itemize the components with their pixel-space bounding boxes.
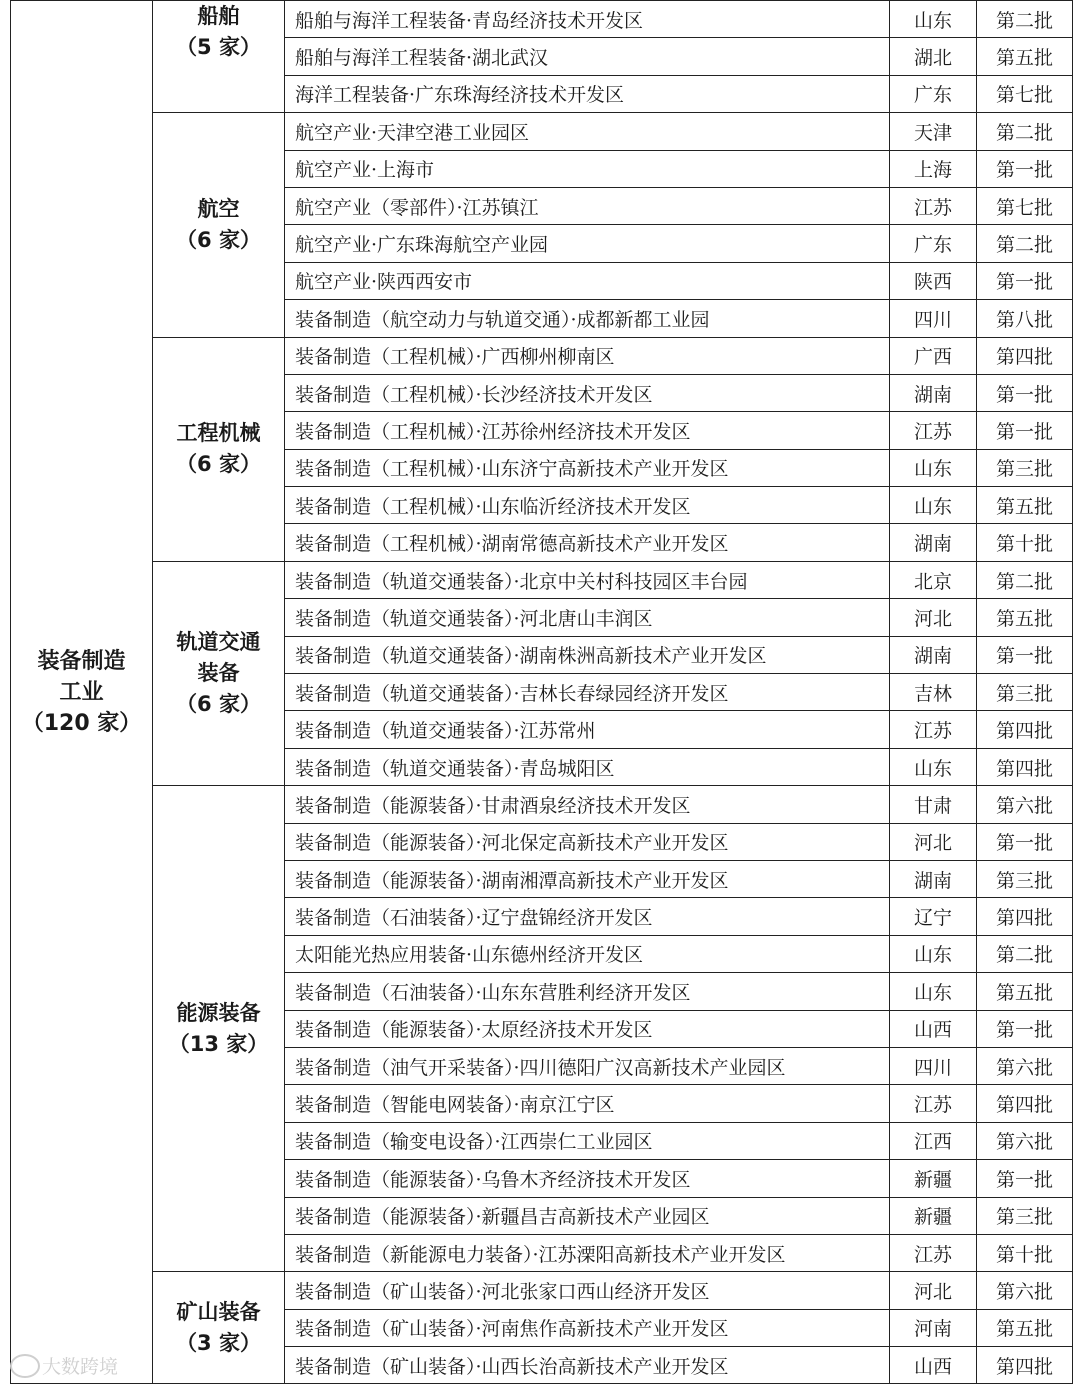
province-cell: 山东 xyxy=(890,973,977,1010)
park-table xyxy=(10,0,1073,1384)
park-name-cell: 装备制造（轨道交通装备）·青岛城阳区 xyxy=(285,748,890,785)
industry-label: 装备制造工业 xyxy=(37,648,126,705)
park-name-cell: 装备制造（轨道交通装备）·北京中关村科技园区丰台园 xyxy=(285,561,890,598)
batch-cell: 第三批 xyxy=(977,449,1073,486)
batch-cell: 第二批 xyxy=(977,225,1073,262)
park-name-cell: 船舶与海洋工程装备·湖北武汉 xyxy=(285,38,890,75)
industry-count: （120 家） xyxy=(21,710,142,736)
park-name-cell: 装备制造（石油装备）·山东东营胜利经济开发区 xyxy=(285,973,890,1010)
province-cell: 上海 xyxy=(890,150,977,187)
batch-cell: 第五批 xyxy=(977,973,1073,1010)
park-name-cell: 装备制造（输变电设备）·江西崇仁工业园区 xyxy=(285,1122,890,1159)
batch-cell: 第一批 xyxy=(977,823,1073,860)
category-name: 航空 xyxy=(197,196,240,221)
category-cell xyxy=(153,1,285,113)
batch-cell: 第三批 xyxy=(977,860,1073,897)
park-name-cell: 装备制造（工程机械）·湖南常德高新技术产业开发区 xyxy=(285,524,890,561)
batch-cell: 第四批 xyxy=(977,1347,1073,1384)
province-cell: 山东 xyxy=(890,487,977,524)
park-name-cell: 装备制造（航空动力与轨道交通）·成都新都工业园 xyxy=(285,300,890,337)
park-name-cell: 装备制造（能源装备）·湖南湘潭高新技术产业开发区 xyxy=(285,860,890,897)
province-cell: 河北 xyxy=(890,599,977,636)
province-cell: 山西 xyxy=(890,1347,977,1384)
batch-cell: 第十批 xyxy=(977,1234,1073,1271)
category-name: 轨道交通装备 xyxy=(176,630,261,686)
province-cell: 广西 xyxy=(890,337,977,374)
category-count: （5 家） xyxy=(176,35,261,59)
batch-cell: 第十批 xyxy=(977,524,1073,561)
province-cell: 江苏 xyxy=(890,412,977,449)
batch-cell: 第一批 xyxy=(977,374,1073,411)
park-name-cell: 航空产业·陕西西安市 xyxy=(285,262,890,299)
table-row xyxy=(11,337,1073,374)
province-cell: 湖南 xyxy=(890,374,977,411)
batch-cell: 第三批 xyxy=(977,1197,1073,1234)
province-cell: 甘肃 xyxy=(890,786,977,823)
province-cell: 江苏 xyxy=(890,711,977,748)
batch-cell: 第五批 xyxy=(977,599,1073,636)
batch-cell: 第二批 xyxy=(977,113,1073,150)
table-row xyxy=(11,1,1073,38)
park-name-cell: 航空产业·天津空港工业园区 xyxy=(285,113,890,150)
province-cell: 广东 xyxy=(890,225,977,262)
batch-cell: 第一批 xyxy=(977,150,1073,187)
batch-cell: 第七批 xyxy=(977,187,1073,224)
province-cell: 江西 xyxy=(890,1122,977,1159)
park-name-cell: 装备制造（能源装备）·乌鲁木齐经济技术开发区 xyxy=(285,1160,890,1197)
category-cell xyxy=(153,113,285,337)
batch-cell: 第六批 xyxy=(977,1047,1073,1084)
table-row xyxy=(11,786,1073,823)
park-name-cell: 装备制造（轨道交通装备）·湖南株洲高新技术产业开发区 xyxy=(285,636,890,673)
province-cell: 江苏 xyxy=(890,1234,977,1271)
category-count: （6 家） xyxy=(176,227,261,252)
batch-cell: 第七批 xyxy=(977,75,1073,112)
park-name-cell: 船舶与海洋工程装备·青岛经济技术开发区 xyxy=(285,1,890,38)
province-cell: 湖南 xyxy=(890,636,977,673)
industry-cell xyxy=(11,1,153,1384)
province-cell: 辽宁 xyxy=(890,898,977,935)
province-cell: 河南 xyxy=(890,1309,977,1346)
category-name: 船舶 xyxy=(197,4,240,28)
category-cell xyxy=(153,337,285,561)
park-name-cell: 装备制造（能源装备）·甘肃酒泉经济技术开发区 xyxy=(285,786,890,823)
province-cell: 河北 xyxy=(890,823,977,860)
province-cell: 天津 xyxy=(890,113,977,150)
province-cell: 湖北 xyxy=(890,38,977,75)
park-name-cell: 装备制造（能源装备）·河北保定高新技术产业开发区 xyxy=(285,823,890,860)
province-cell: 山东 xyxy=(890,748,977,785)
province-cell: 山东 xyxy=(890,935,977,972)
batch-cell: 第二批 xyxy=(977,1,1073,38)
batch-cell: 第一批 xyxy=(977,1160,1073,1197)
batch-cell: 第六批 xyxy=(977,1122,1073,1159)
province-cell: 四川 xyxy=(890,1047,977,1084)
province-cell: 吉林 xyxy=(890,674,977,711)
park-name-cell: 装备制造（工程机械）·山东济宁高新技术产业开发区 xyxy=(285,449,890,486)
province-cell: 山东 xyxy=(890,1,977,38)
park-name-cell: 装备制造（油气开采装备）·四川德阳广汉高新技术产业园区 xyxy=(285,1047,890,1084)
batch-cell: 第一批 xyxy=(977,412,1073,449)
park-name-cell: 装备制造（工程机械）·广西柳州柳南区 xyxy=(285,337,890,374)
park-name-cell: 装备制造（新能源电力装备）·江苏溧阳高新技术产业开发区 xyxy=(285,1234,890,1271)
table-row xyxy=(11,1272,1073,1309)
batch-cell: 第四批 xyxy=(977,748,1073,785)
batch-cell: 第五批 xyxy=(977,487,1073,524)
category-name: 矿山装备 xyxy=(176,1299,261,1324)
category-count: （6 家） xyxy=(176,452,261,477)
province-cell: 江苏 xyxy=(890,1085,977,1122)
park-name-cell: 装备制造（工程机械）·江苏徐州经济技术开发区 xyxy=(285,412,890,449)
batch-cell: 第三批 xyxy=(977,674,1073,711)
province-cell: 河北 xyxy=(890,1272,977,1309)
batch-cell: 第六批 xyxy=(977,1272,1073,1309)
province-cell: 山东 xyxy=(890,449,977,486)
batch-cell: 第四批 xyxy=(977,337,1073,374)
park-name-cell: 装备制造（工程机械）·长沙经济技术开发区 xyxy=(285,374,890,411)
category-count: （3 家） xyxy=(176,1330,261,1355)
category-count: （6 家） xyxy=(176,692,261,717)
province-cell: 湖南 xyxy=(890,524,977,561)
park-name-cell: 航空产业（零部件）·江苏镇江 xyxy=(285,187,890,224)
park-name-cell: 装备制造（轨道交通装备）·河北唐山丰润区 xyxy=(285,599,890,636)
park-name-cell: 装备制造（轨道交通装备）·吉林长春绿园经济开发区 xyxy=(285,674,890,711)
category-name: 能源装备 xyxy=(176,1000,261,1025)
category-name: 工程机械 xyxy=(176,421,261,446)
batch-cell: 第四批 xyxy=(977,898,1073,935)
province-cell: 广东 xyxy=(890,75,977,112)
park-name-cell: 装备制造（石油装备）·辽宁盘锦经济开发区 xyxy=(285,898,890,935)
province-cell: 四川 xyxy=(890,300,977,337)
park-name-cell: 航空产业·广东珠海航空产业园 xyxy=(285,225,890,262)
batch-cell: 第二批 xyxy=(977,561,1073,598)
park-name-cell: 装备制造（工程机械）·山东临沂经济技术开发区 xyxy=(285,487,890,524)
batch-cell: 第八批 xyxy=(977,300,1073,337)
batch-cell: 第六批 xyxy=(977,786,1073,823)
park-name-cell: 航空产业·上海市 xyxy=(285,150,890,187)
category-count: （13 家） xyxy=(168,1031,269,1056)
table-row xyxy=(11,561,1073,598)
park-name-cell: 装备制造（能源装备）·太原经济技术开发区 xyxy=(285,1010,890,1047)
province-cell: 陕西 xyxy=(890,262,977,299)
province-cell: 江苏 xyxy=(890,187,977,224)
batch-cell: 第一批 xyxy=(977,1010,1073,1047)
park-name-cell: 装备制造（矿山装备）·山西长治高新技术产业开发区 xyxy=(285,1347,890,1384)
park-name-cell: 装备制造（智能电网装备）·南京江宁区 xyxy=(285,1085,890,1122)
watermark-text: 大数跨境 xyxy=(42,1356,119,1378)
batch-cell: 第五批 xyxy=(977,38,1073,75)
category-cell xyxy=(153,1272,285,1384)
park-name-cell: 海洋工程装备·广东珠海经济技术开发区 xyxy=(285,75,890,112)
weibo-logo-icon xyxy=(10,1354,40,1378)
province-cell: 新疆 xyxy=(890,1197,977,1234)
batch-cell: 第四批 xyxy=(977,711,1073,748)
park-name-cell: 装备制造（轨道交通装备）·江苏常州 xyxy=(285,711,890,748)
province-cell: 湖南 xyxy=(890,860,977,897)
batch-cell: 第一批 xyxy=(977,262,1073,299)
category-cell xyxy=(153,786,285,1272)
batch-cell: 第五批 xyxy=(977,1309,1073,1346)
park-name-cell: 装备制造（能源装备）·新疆昌吉高新技术产业园区 xyxy=(285,1197,890,1234)
park-name-cell: 装备制造（矿山装备）·河北张家口西山经济开发区 xyxy=(285,1272,890,1309)
province-cell: 新疆 xyxy=(890,1160,977,1197)
batch-cell: 第一批 xyxy=(977,636,1073,673)
table-row xyxy=(11,113,1073,150)
category-cell xyxy=(153,561,285,785)
province-cell: 山西 xyxy=(890,1010,977,1047)
province-cell: 北京 xyxy=(890,561,977,598)
watermark xyxy=(10,1352,150,1382)
batch-cell: 第四批 xyxy=(977,1085,1073,1122)
batch-cell: 第二批 xyxy=(977,935,1073,972)
park-name-cell: 太阳能光热应用装备·山东德州经济开发区 xyxy=(285,935,890,972)
park-name-cell: 装备制造（矿山装备）·河南焦作高新技术产业开发区 xyxy=(285,1309,890,1346)
